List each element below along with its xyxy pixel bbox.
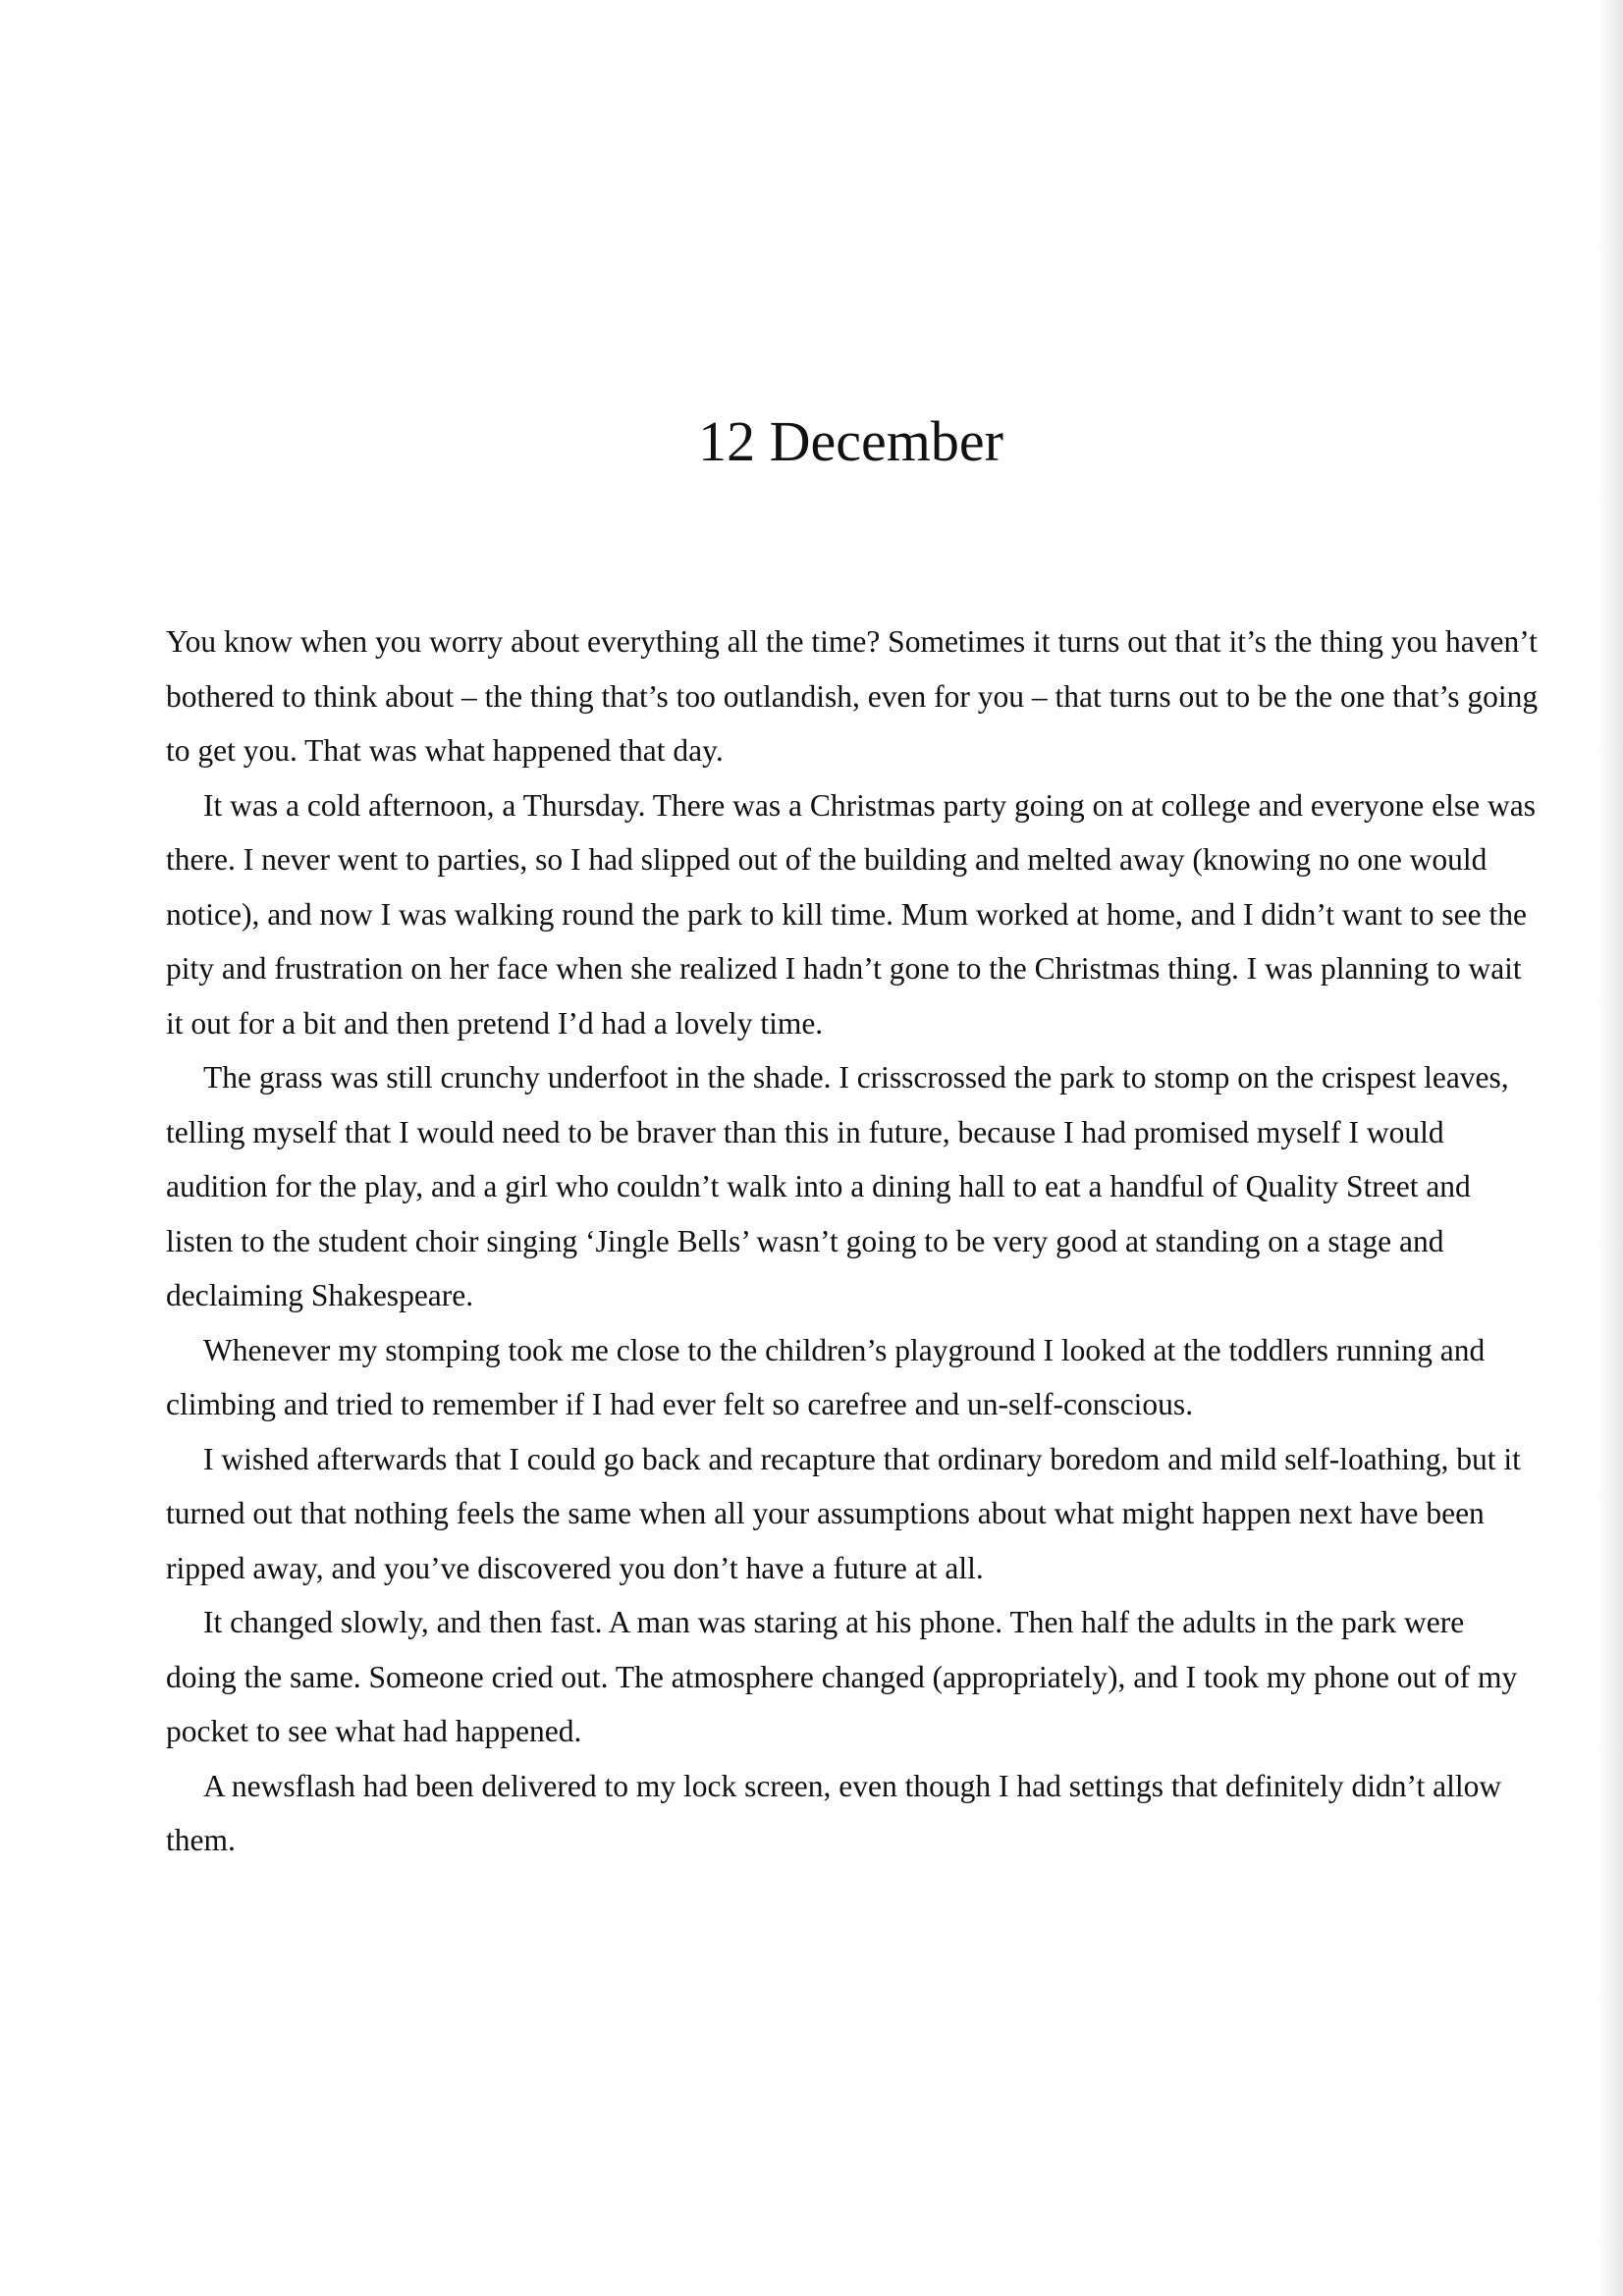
page-edge-shadow (1597, 0, 1623, 2296)
paragraph-4: Whenever my stomping took me close to the children’s playground I looked at the toddlers running and climbing and tried to remember if I had ever felt so carefree and un-self-conscious. (166, 1332, 1486, 1421)
chapter-title: 12 December (698, 409, 1003, 473)
paragraph-6: It changed slowly, and then fast. A man was staring at his phone. Then half the adults in the park were doing the same. Someone cried out. The atmosphere changed (appropriately), and I took my phone out of my pocket to see what had happened. (166, 1605, 1518, 1748)
paragraph-3: The grass was still crunchy underfoot in the shade. I crisscrossed the park to stomp on the crispest leaves, telling myself that I would need to be braver than this in future, because I had promised myself I would audition for the play, and a girl who couldn’t walk into a dining hall to eat a handful of Quality Street and listen to the student choir singing ‘Jingle Bells’ wasn’t going to be very good at standing on a stage and declaiming Shakespeare. (166, 1060, 1509, 1312)
paragraph-7: A newsflash had been delivered to my lock screen, even though I had settings that definitely didn’t allow them. (166, 1768, 1502, 1857)
paragraph-2: It was a cold afternoon, a Thursday. There was a Christmas party going on at college and everyone else was there. I never went to parties, so I had slipped out of the building and melted away (knowing no one would notice), and now I was walking round the park to kill time. Mum worked at home, and I didn’t want to see the pity and frustration on her face when she realized I hadn’t gone to the Christmas thing. I was planning to wait it out for a bit and then pretend I’d had a lovely time. (166, 787, 1536, 1041)
paragraph-5: I wished afterwards that I could go back and recapture that ordinary boredom and mild self-loathing, but it turned out that nothing feels the same when all your assumptions about what might happen next have been ripped away, and you’ve discovered you don’t have a future at all. (166, 1441, 1521, 1585)
body-text (166, 614, 1541, 1868)
paragraph-1: You know when you worry about everything all the time? Sometimes it turns out that it’s the thing you haven’t bothered to think about – the thing that’s too outlandish, even for you – that turns out to be the one that’s going to get you. That was what happened that day. (166, 624, 1539, 768)
